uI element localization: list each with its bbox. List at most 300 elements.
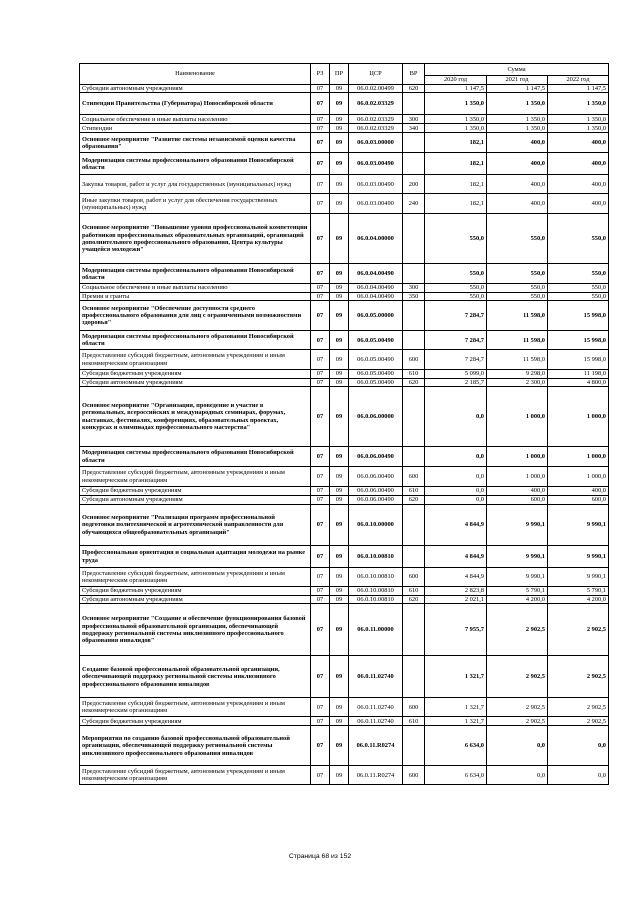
cell-pr: 09 — [330, 378, 349, 386]
cell-y2020: 182,1 — [425, 175, 487, 194]
cell-y2022: 550,0 — [548, 284, 609, 292]
cell-rz: 07 — [311, 292, 330, 300]
cell-y2021: 0,0 — [487, 766, 548, 785]
cell-vr: 350 — [403, 292, 425, 300]
page-footer: Страница 68 из 152 — [288, 853, 352, 860]
cell-vr — [403, 214, 425, 264]
cell-csr: 06.0.05.00490 — [349, 378, 403, 386]
cell-y2022: 0,0 — [548, 766, 609, 785]
cell-y2021: 2 300,0 — [487, 378, 548, 386]
cell-y2021: 400,0 — [487, 153, 548, 175]
cell-name: Профессиональная ориентация и социальная адаптация молодежи на рынке труда — [80, 546, 311, 568]
cell-name: Субсидии бюджетным учреждениям — [80, 587, 311, 596]
cell-name: Основное мероприятие "Повышение уровня профессиональной компетенции работников профессиональных образовательных организаций, организаций дополнительного профессионального образования, Центра культуры учащейся молодежи" — [80, 214, 311, 264]
cell-vr — [403, 331, 425, 350]
cell-csr: 06.0.11.R0274 — [349, 766, 403, 785]
header-sum: Сумма — [425, 64, 609, 76]
table-row — [80, 350, 609, 370]
table-row — [80, 726, 609, 766]
cell-y2022: 9 990,1 — [548, 505, 609, 546]
cell-name: Основное мероприятие "Организация, проведение и участие в региональных, всероссийских и международных семинарах, форумах, выставках, фестивалях, конференциях, образовательных проектах, конкурсах и олимпиадах профессионального мастерства" — [80, 387, 311, 447]
cell-pr: 09 — [330, 124, 349, 133]
cell-vr: 600 — [403, 350, 425, 370]
table-row — [80, 717, 609, 726]
cell-y2022: 15 998,0 — [548, 331, 609, 350]
table-row — [80, 115, 609, 124]
cell-csr: 06.0.10.00810 — [349, 587, 403, 596]
cell-y2021: 5 790,1 — [487, 587, 548, 596]
cell-pr: 09 — [330, 546, 349, 568]
cell-pr: 09 — [330, 726, 349, 766]
table-row — [80, 284, 609, 292]
cell-rz: 07 — [311, 447, 330, 467]
cell-vr: 620 — [403, 596, 425, 604]
cell-vr: 300 — [403, 115, 425, 124]
cell-csr: 06.0.03.00490 — [349, 194, 403, 214]
cell-csr: 06.0.11.02740 — [349, 717, 403, 726]
cell-vr — [403, 726, 425, 766]
cell-rz: 07 — [311, 214, 330, 264]
cell-pr: 09 — [330, 292, 349, 300]
cell-name: Основное мероприятие "Создание и обеспечение функционирования базовой профессиональной образовательной организации, обеспечивающей поддержку региональной системы инклюзивного профессионального образования инвалидов" — [80, 604, 311, 656]
cell-pr: 09 — [330, 487, 349, 496]
table-row — [80, 214, 609, 264]
cell-y2020: 1 147,5 — [425, 85, 487, 93]
cell-pr: 09 — [330, 133, 349, 153]
cell-rz: 07 — [311, 378, 330, 386]
cell-name: Субсидии бюджетным учреждениям — [80, 370, 311, 378]
table-row — [80, 467, 609, 487]
cell-y2022: 1 350,0 — [548, 115, 609, 124]
cell-y2020: 6 634,0 — [425, 766, 487, 785]
cell-name: Основное мероприятие "Развитие системы независимой оценки качества образования" — [80, 133, 311, 153]
cell-y2022: 0,0 — [548, 726, 609, 766]
cell-vr — [403, 133, 425, 153]
cell-vr: 600 — [403, 568, 425, 587]
cell-rz: 07 — [311, 496, 330, 505]
cell-vr: 620 — [403, 85, 425, 93]
cell-csr: 06.0.06.00490 — [349, 487, 403, 496]
cell-rz: 07 — [311, 568, 330, 587]
cell-csr: 06.0.03.00490 — [349, 175, 403, 194]
cell-y2021: 1 147,5 — [487, 85, 548, 93]
cell-name: Мероприятия по созданию базовой профессиональной образовательной организации, обеспечивающей поддержку региональной системы инклюзивного профессионального образования инвалидов — [80, 726, 311, 766]
cell-rz: 07 — [311, 717, 330, 726]
cell-pr: 09 — [330, 505, 349, 546]
cell-pr: 09 — [330, 717, 349, 726]
cell-rz: 07 — [311, 546, 330, 568]
cell-y2021: 9 990,1 — [487, 505, 548, 546]
cell-y2022: 2 902,5 — [548, 656, 609, 698]
table-body — [80, 85, 609, 785]
cell-name: Предоставление субсидий бюджетным, автономным учреждениям и иным некоммерческим организациям — [80, 698, 311, 717]
cell-y2022: 1 000,0 — [548, 447, 609, 467]
cell-y2022: 1 350,0 — [548, 124, 609, 133]
cell-y2022: 600,0 — [548, 496, 609, 505]
cell-y2020: 2 021,1 — [425, 596, 487, 604]
cell-csr: 06.0.06.00490 — [349, 496, 403, 505]
cell-y2020: 4 844,9 — [425, 568, 487, 587]
cell-rz: 07 — [311, 604, 330, 656]
cell-y2020: 7 284,7 — [425, 350, 487, 370]
cell-name: Предоставление субсидий бюджетным, автономным учреждениям и иным некоммерческим организациям — [80, 766, 311, 785]
cell-vr: 300 — [403, 284, 425, 292]
cell-pr: 09 — [330, 284, 349, 292]
cell-pr: 09 — [330, 698, 349, 717]
header-2020: 2020 год — [425, 76, 487, 85]
cell-pr: 09 — [330, 331, 349, 350]
cell-y2022: 400,0 — [548, 194, 609, 214]
cell-csr: 06.0.11.R0274 — [349, 726, 403, 766]
cell-vr — [403, 447, 425, 467]
cell-y2020: 7 955,7 — [425, 604, 487, 656]
table-row — [80, 370, 609, 378]
cell-name: Модернизация системы профессионального образования Новосибирской области — [80, 264, 311, 284]
table-row — [80, 153, 609, 175]
cell-csr: 06.0.10.00000 — [349, 505, 403, 546]
cell-vr: 610 — [403, 717, 425, 726]
cell-y2022: 15 998,0 — [548, 301, 609, 331]
cell-rz: 07 — [311, 93, 330, 115]
cell-y2020: 5 099,0 — [425, 370, 487, 378]
cell-name: Субсидии автономным учреждениям — [80, 596, 311, 604]
cell-y2022: 2 902,5 — [548, 698, 609, 717]
table-row — [80, 175, 609, 194]
cell-csr: 06.0.05.00000 — [349, 301, 403, 331]
cell-name: Субсидии автономным учреждениям — [80, 85, 311, 93]
cell-rz: 07 — [311, 85, 330, 93]
table-row — [80, 331, 609, 350]
cell-y2020: 1 321,7 — [425, 698, 487, 717]
cell-name: Модернизация системы профессионального образования Новосибирской области — [80, 153, 311, 175]
cell-rz: 07 — [311, 487, 330, 496]
cell-y2020: 7 284,7 — [425, 301, 487, 331]
cell-y2022: 550,0 — [548, 292, 609, 300]
cell-pr: 09 — [330, 85, 349, 93]
cell-pr: 09 — [330, 93, 349, 115]
header-csr: ЦСР — [349, 64, 403, 85]
cell-vr — [403, 93, 425, 115]
cell-y2021: 400,0 — [487, 133, 548, 153]
cell-rz: 07 — [311, 133, 330, 153]
cell-csr: 06.0.05.00490 — [349, 350, 403, 370]
table-row — [80, 766, 609, 785]
cell-vr: 600 — [403, 698, 425, 717]
cell-csr: 06.0.03.00000 — [349, 133, 403, 153]
cell-y2021: 11 598,0 — [487, 331, 548, 350]
cell-pr: 09 — [330, 301, 349, 331]
table-row — [80, 496, 609, 505]
cell-rz: 07 — [311, 587, 330, 596]
cell-vr — [403, 153, 425, 175]
cell-vr: 610 — [403, 587, 425, 596]
cell-rz: 07 — [311, 505, 330, 546]
cell-y2021: 2 902,5 — [487, 604, 548, 656]
table-row — [80, 487, 609, 496]
table-row — [80, 292, 609, 300]
cell-name: Основное мероприятие "Обеспечение доступности среднего профессионального образования для лиц с ограниченными возможностями здоровья" — [80, 301, 311, 331]
cell-csr: 06.0.10.00810 — [349, 546, 403, 568]
cell-name: Предоставление субсидий бюджетным, автономным учреждениям и иным некоммерческим организациям — [80, 467, 311, 487]
cell-y2020: 1 350,0 — [425, 93, 487, 115]
cell-pr: 09 — [330, 766, 349, 785]
cell-csr: 06.0.02.03329 — [349, 115, 403, 124]
cell-y2020: 550,0 — [425, 214, 487, 264]
cell-rz: 07 — [311, 194, 330, 214]
cell-rz: 07 — [311, 467, 330, 487]
table-row — [80, 194, 609, 214]
cell-vr: 340 — [403, 124, 425, 133]
cell-y2021: 1 000,0 — [487, 467, 548, 487]
cell-y2022: 9 990,1 — [548, 568, 609, 587]
table-row — [80, 587, 609, 596]
cell-csr: 06.0.10.00810 — [349, 596, 403, 604]
cell-rz: 07 — [311, 115, 330, 124]
cell-y2022: 400,0 — [548, 133, 609, 153]
cell-pr: 09 — [330, 568, 349, 587]
cell-y2021: 4 200,0 — [487, 596, 548, 604]
cell-csr: 06.0.11.00000 — [349, 604, 403, 656]
cell-vr: 610 — [403, 370, 425, 378]
cell-csr: 06.0.11.02740 — [349, 656, 403, 698]
table-row — [80, 133, 609, 153]
cell-name: Создание базовой профессиональной образовательной организации, обеспечивающей поддержку региональной системы инклюзивного профессионального образования инвалидов — [80, 656, 311, 698]
cell-y2021: 1 000,0 — [487, 447, 548, 467]
cell-pr: 09 — [330, 467, 349, 487]
cell-y2020: 1 350,0 — [425, 124, 487, 133]
cell-y2022: 1 147,5 — [548, 85, 609, 93]
table-row — [80, 387, 609, 447]
cell-rz: 07 — [311, 370, 330, 378]
cell-y2020: 182,1 — [425, 153, 487, 175]
cell-name: Иные закупки товаров, работ и услуг для обеспечения государственных (муниципальных) нужд — [80, 194, 311, 214]
cell-vr: 610 — [403, 487, 425, 496]
table-row — [80, 301, 609, 331]
cell-csr: 06.0.04.00490 — [349, 284, 403, 292]
cell-rz: 07 — [311, 124, 330, 133]
header-2021: 2021 год — [487, 76, 548, 85]
cell-name: Субсидии автономным учреждениям — [80, 496, 311, 505]
cell-csr: 06.0.06.00490 — [349, 447, 403, 467]
cell-name: Стипендии Правительства (Губернатора) Новосибирской области — [80, 93, 311, 115]
cell-y2021: 550,0 — [487, 214, 548, 264]
cell-csr: 06.0.04.00490 — [349, 292, 403, 300]
cell-rz: 07 — [311, 766, 330, 785]
cell-pr: 09 — [330, 264, 349, 284]
cell-y2021: 400,0 — [487, 487, 548, 496]
cell-name: Модернизация системы профессионального образования Новосибирской области — [80, 331, 311, 350]
budget-table — [79, 63, 609, 785]
table-row — [80, 568, 609, 587]
cell-name: Предоставление субсидий бюджетным, автономным учреждениям и иным некоммерческим организациям — [80, 350, 311, 370]
cell-vr — [403, 656, 425, 698]
cell-y2020: 0,0 — [425, 447, 487, 467]
cell-pr: 09 — [330, 604, 349, 656]
cell-y2022: 15 998,0 — [548, 350, 609, 370]
cell-name: Субсидии бюджетным учреждениям — [80, 487, 311, 496]
cell-y2021: 9 298,0 — [487, 370, 548, 378]
cell-rz: 07 — [311, 284, 330, 292]
cell-name: Модернизация системы профессионального образования Новосибирской области — [80, 447, 311, 467]
cell-name: Премии и гранты — [80, 292, 311, 300]
cell-y2022: 11 198,0 — [548, 370, 609, 378]
cell-y2021: 600,0 — [487, 496, 548, 505]
cell-rz: 07 — [311, 596, 330, 604]
cell-vr — [403, 387, 425, 447]
cell-y2021: 11 598,0 — [487, 301, 548, 331]
cell-vr — [403, 264, 425, 284]
cell-y2022: 9 990,1 — [548, 546, 609, 568]
cell-y2022: 5 790,1 — [548, 587, 609, 596]
cell-y2020: 182,1 — [425, 133, 487, 153]
cell-y2020: 550,0 — [425, 292, 487, 300]
cell-y2020: 6 634,0 — [425, 726, 487, 766]
cell-csr: 06.0.03.00490 — [349, 153, 403, 175]
cell-csr: 06.0.02.03329 — [349, 93, 403, 115]
cell-y2021: 11 598,0 — [487, 350, 548, 370]
cell-rz: 07 — [311, 350, 330, 370]
cell-pr: 09 — [330, 350, 349, 370]
cell-name: Субсидии автономным учреждениям — [80, 378, 311, 386]
cell-vr: 620 — [403, 496, 425, 505]
cell-y2022: 400,0 — [548, 487, 609, 496]
cell-csr: 06.0.05.00490 — [349, 370, 403, 378]
cell-csr: 06.0.02.00499 — [349, 85, 403, 93]
cell-rz: 07 — [311, 331, 330, 350]
cell-csr: 06.0.06.00490 — [349, 467, 403, 487]
cell-y2020: 0,0 — [425, 487, 487, 496]
cell-y2020: 1 321,7 — [425, 656, 487, 698]
cell-name: Стипендии — [80, 124, 311, 133]
cell-y2020: 2 823,8 — [425, 587, 487, 596]
table-row — [80, 264, 609, 284]
cell-y2020: 182,1 — [425, 194, 487, 214]
cell-y2020: 550,0 — [425, 264, 487, 284]
cell-y2022: 400,0 — [548, 175, 609, 194]
cell-y2021: 1 350,0 — [487, 124, 548, 133]
table-row — [80, 378, 609, 386]
cell-pr: 09 — [330, 115, 349, 124]
header-2022: 2022 год — [548, 76, 609, 85]
cell-y2020: 0,0 — [425, 496, 487, 505]
cell-pr: 09 — [330, 496, 349, 505]
cell-pr: 09 — [330, 587, 349, 596]
table-row — [80, 698, 609, 717]
cell-y2021: 9 990,1 — [487, 546, 548, 568]
header-pr: ПР — [330, 64, 349, 85]
cell-y2020: 2 185,7 — [425, 378, 487, 386]
header-name: Наименование — [80, 64, 311, 85]
cell-y2020: 0,0 — [425, 467, 487, 487]
cell-y2020: 0,0 — [425, 387, 487, 447]
cell-y2021: 1 000,0 — [487, 387, 548, 447]
cell-pr: 09 — [330, 596, 349, 604]
cell-vr — [403, 301, 425, 331]
cell-name: Субсидии бюджетным учреждениям — [80, 717, 311, 726]
cell-rz: 07 — [311, 153, 330, 175]
cell-y2020: 7 284,7 — [425, 331, 487, 350]
cell-pr: 09 — [330, 214, 349, 264]
cell-y2022: 400,0 — [548, 153, 609, 175]
cell-vr: 620 — [403, 378, 425, 386]
cell-vr: 600 — [403, 467, 425, 487]
cell-y2021: 400,0 — [487, 194, 548, 214]
cell-y2021: 9 990,1 — [487, 568, 548, 587]
table-row — [80, 505, 609, 546]
cell-y2022: 4 800,0 — [548, 378, 609, 386]
cell-name: Закупка товаров, работ и услуг для государственных (муниципальных) нужд — [80, 175, 311, 194]
cell-y2021: 2 902,5 — [487, 656, 548, 698]
cell-pr: 09 — [330, 387, 349, 447]
cell-name: Социальное обеспечение и иные выплаты населению — [80, 284, 311, 292]
cell-y2022: 550,0 — [548, 214, 609, 264]
cell-name: Предоставление субсидий бюджетным, автономным учреждениям и иным некоммерческим организациям — [80, 568, 311, 587]
cell-y2021: 550,0 — [487, 284, 548, 292]
cell-y2020: 1 321,7 — [425, 717, 487, 726]
cell-y2021: 2 902,5 — [487, 698, 548, 717]
table-row — [80, 85, 609, 93]
cell-y2021: 550,0 — [487, 292, 548, 300]
cell-name: Основное мероприятие "Реализация программ профессиональной подготовки политехнической и агротехнической направленности для обучающихся общеобразовательных организаций" — [80, 505, 311, 546]
header-rz: РЗ — [311, 64, 330, 85]
cell-y2020: 1 350,0 — [425, 115, 487, 124]
cell-y2022: 2 902,5 — [548, 604, 609, 656]
cell-y2021: 0,0 — [487, 726, 548, 766]
cell-pr: 09 — [330, 370, 349, 378]
cell-y2022: 1 000,0 — [548, 467, 609, 487]
cell-y2022: 1 000,0 — [548, 387, 609, 447]
cell-rz: 07 — [311, 726, 330, 766]
cell-rz: 07 — [311, 387, 330, 447]
cell-y2021: 1 350,0 — [487, 93, 548, 115]
cell-pr: 09 — [330, 153, 349, 175]
cell-csr: 06.0.05.00490 — [349, 331, 403, 350]
cell-y2021: 2 902,5 — [487, 717, 548, 726]
cell-y2020: 4 844,9 — [425, 546, 487, 568]
cell-vr: 200 — [403, 175, 425, 194]
cell-pr: 09 — [330, 656, 349, 698]
table-row — [80, 93, 609, 115]
cell-vr: 240 — [403, 194, 425, 214]
cell-rz: 07 — [311, 301, 330, 331]
cell-csr: 06.0.11.02740 — [349, 698, 403, 717]
header-vr: ВР — [403, 64, 425, 85]
table-row — [80, 546, 609, 568]
cell-csr: 06.0.04.00490 — [349, 264, 403, 284]
cell-y2022: 1 350,0 — [548, 93, 609, 115]
table-row — [80, 124, 609, 133]
cell-csr: 06.0.06.00000 — [349, 387, 403, 447]
cell-pr: 09 — [330, 194, 349, 214]
table-row — [80, 447, 609, 467]
cell-y2021: 400,0 — [487, 175, 548, 194]
cell-y2022: 550,0 — [548, 264, 609, 284]
cell-y2020: 550,0 — [425, 284, 487, 292]
table-row — [80, 596, 609, 604]
cell-csr: 06.0.02.03329 — [349, 124, 403, 133]
cell-vr — [403, 546, 425, 568]
cell-pr: 09 — [330, 447, 349, 467]
cell-rz: 07 — [311, 175, 330, 194]
cell-y2020: 4 844,9 — [425, 505, 487, 546]
cell-vr — [403, 505, 425, 546]
cell-rz: 07 — [311, 698, 330, 717]
cell-pr: 09 — [330, 175, 349, 194]
cell-vr: 600 — [403, 766, 425, 785]
cell-vr — [403, 604, 425, 656]
cell-y2021: 1 350,0 — [487, 115, 548, 124]
table-row — [80, 604, 609, 656]
